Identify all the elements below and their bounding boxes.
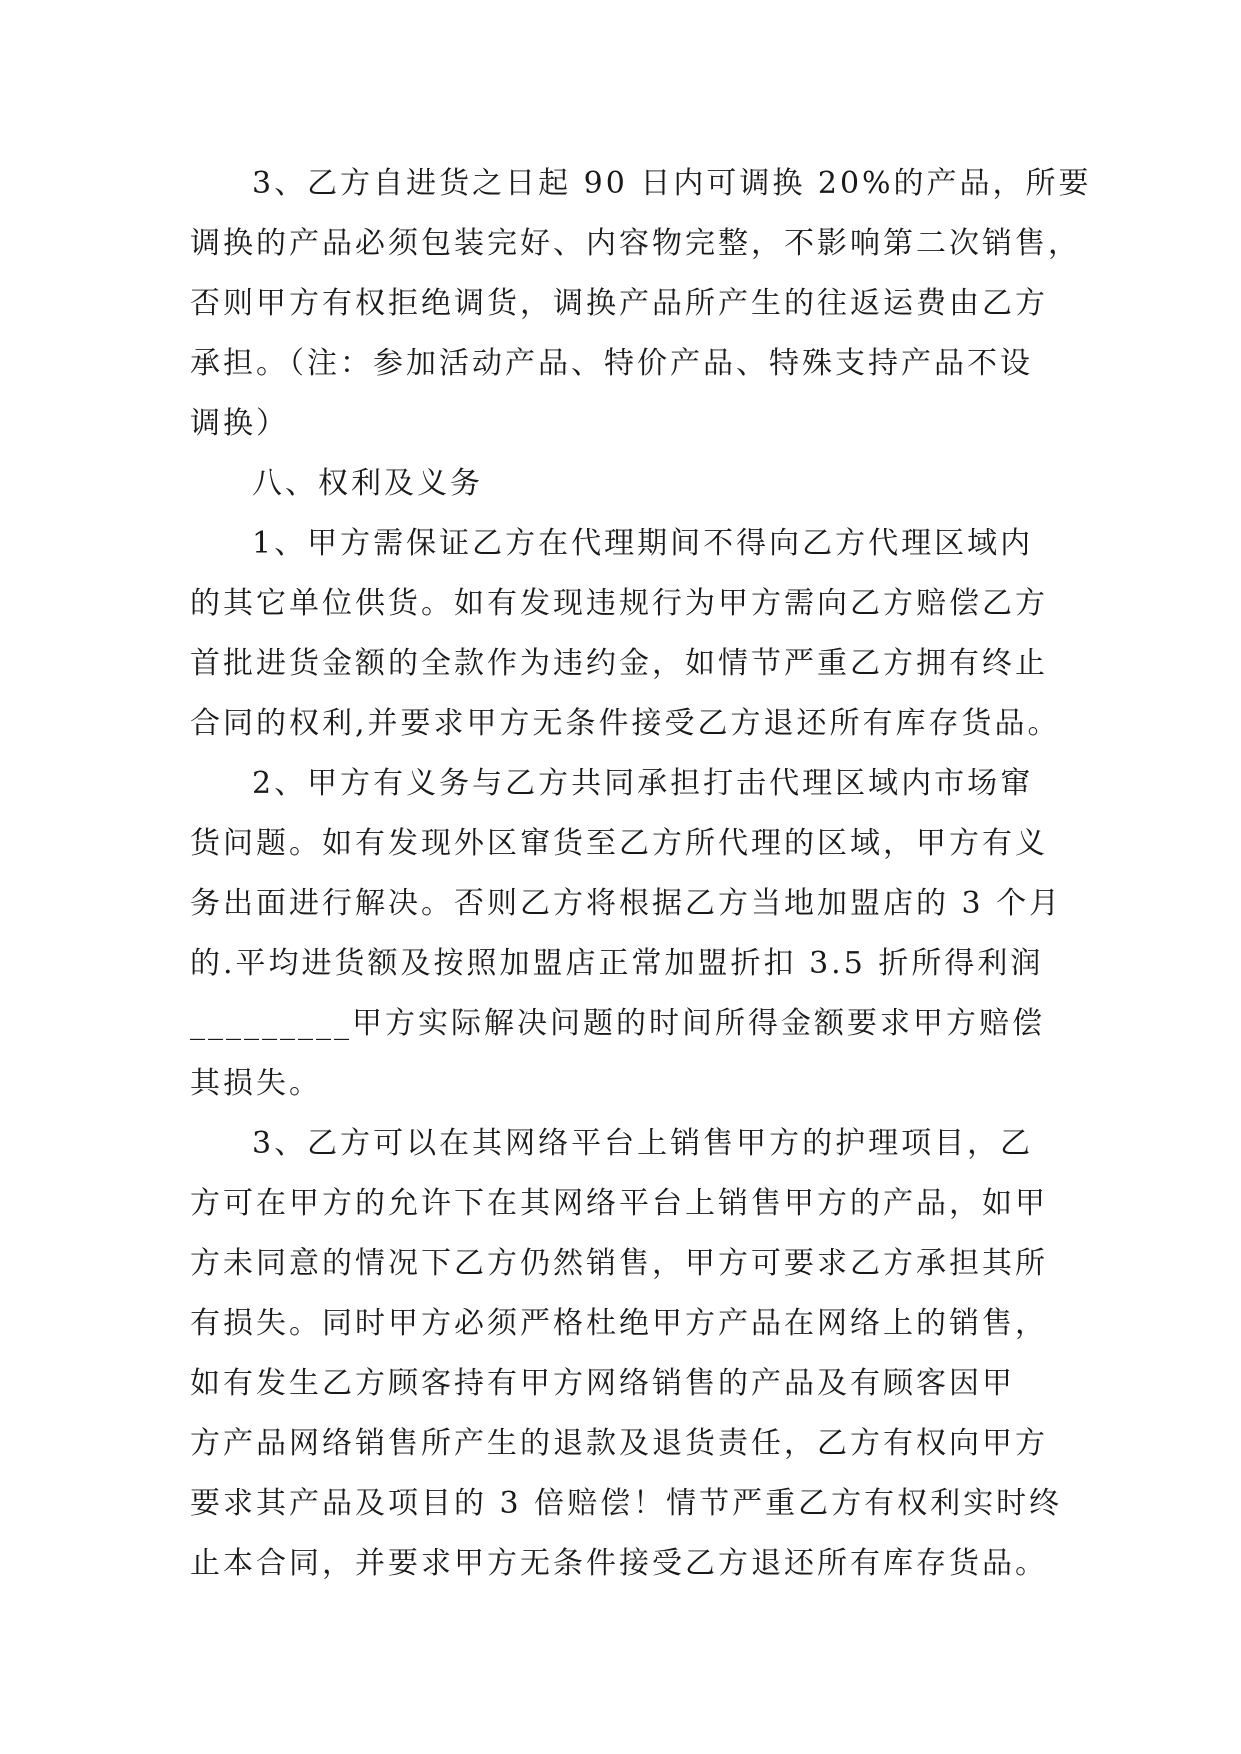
clause-8-3-line-6: 方产品网络销售所产生的退款及退货责任，乙方有权向甲方 [190, 1426, 1048, 1461]
clause-8-2-line-6: 其损失。 [190, 1066, 322, 1101]
clause-8-1-line-3: 首批进货金额的全款作为违约金，如情节严重乙方拥有终止 [190, 646, 1048, 681]
clause-7-3-line-4: 承担。（注：参加活动产品、特价产品、特殊支持产品不设 [190, 346, 1033, 381]
clause-8-3-line-1: 3、乙方可以在其网络平台上销售甲方的护理项目，乙 [252, 1126, 1034, 1161]
clause-8-2-line-2: 货问题。如有发现外区窜货至乙方所代理的区域，甲方有义 [190, 826, 1048, 861]
clause-8-2-line-1: 2、甲方有义务与乙方共同承担打击代理区域内市场窜 [252, 766, 1034, 801]
clause-8-3-line-7: 要求其产品及项目的 3 倍赔偿！情节严重乙方有权利实时终 [190, 1486, 1063, 1521]
clause-8-3-line-2: 方可在甲方的允许下在其网络平台上销售甲方的产品，如甲 [190, 1186, 1048, 1221]
clause-7-3-line-3: 否则甲方有权拒绝调货，调换产品所产生的往返运费由乙方 [190, 286, 1048, 321]
clause-8-3-line-4: 有损失。同时甲方必须严格杜绝甲方产品在网络上的销售， [190, 1306, 1048, 1341]
clause-8-1-line-2: 的其它单位供货。如有发现违规行为甲方需向乙方赔偿乙方 [190, 586, 1048, 621]
clause-8-2-line-5: _________甲方实际解决问题的时间所得金额要求甲方赔偿 [190, 1006, 1045, 1041]
clause-7-3-line-2: 调换的产品必须包装完好、内容物完整，不影响第二次销售， [190, 226, 1081, 261]
clause-8-2-line-4: 的.平均进货额及按照加盟店正常加盟折扣 3.5 折所得利润 [190, 946, 1044, 981]
clause-8-3-line-8: 止本合同，并要求甲方无条件接受乙方退还所有库存货品。 [190, 1546, 1048, 1581]
clause-8-3-line-3: 方未同意的情况下乙方仍然销售，甲方可要求乙方承担其所 [190, 1246, 1048, 1281]
clause-8-2-line-3: 务出面进行解决。否则乙方将根据乙方当地加盟店的 3 个月 [190, 886, 1063, 921]
clause-8-1-line-4: 合同的权利,并要求甲方无条件接受乙方退还所有库存货品。 [190, 706, 1061, 741]
clause-8-3-line-5: 如有发生乙方顾客持有甲方网络销售的产品及有顾客因甲 [190, 1366, 1015, 1401]
clause-8-1-line-1: 1、甲方需保证乙方在代理期间不得向乙方代理区域内 [252, 526, 1034, 561]
clause-7-3-line-1: 3、乙方自进货之日起 90 日内可调换 20%的产品，所要 [252, 166, 1092, 201]
clause-7-3-line-5: 调换） [190, 406, 289, 441]
section-heading: 八、权利及义务 [252, 466, 483, 501]
